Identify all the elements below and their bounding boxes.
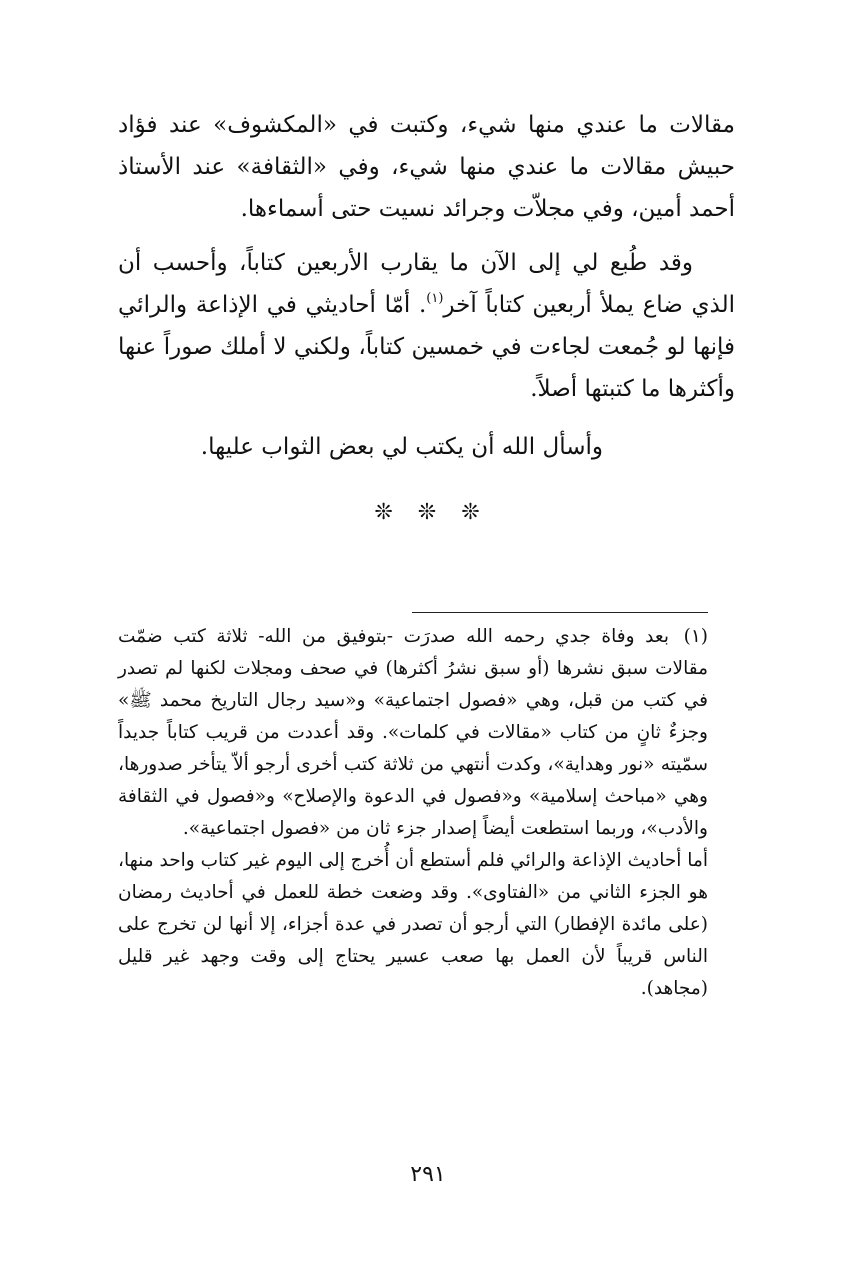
section-separator: ❊ ❊ ❊: [374, 500, 482, 525]
paragraph-1: مقالات ما عندي منها شيء، وكتبت في «المكشوف» عند فؤاد حبيش مقالات ما عندي منها شيء، وفي «الثقافة» عند الأستاذ أحمد أمين، وفي مجلاّت وجرائد نسيت حتى أسماءها.: [118, 112, 735, 222]
footnote-reference[interactable]: (١): [426, 291, 444, 306]
footnote-1-continuation: أما أحاديث الإذاعة والرائي فلم أستطع أن أُخرج إلى اليوم غير كتاب واحد منها، هو الجزء الثاني من «الفتاوى». وقد وضعت خطة للعمل في أحاديث رمضان (على مائدة الإفطار) التي أرجو أن تصدر في عدة أجزاء، إلا أنها لن تخرج على الناس قريباً لأن العمل بها صعب عسير يحتاج إلى وقت وجهد غير قليل (مجاهد).: [118, 850, 708, 999]
paragraph-2-text-b: . أمّا أحاديثي في الإذاعة والرائي فإنها لو جُمعت لجاءت في خمسين كتاباً، ولكني لا أملك صوراً عنها وأكثرها ما كتبتها أصلاً.: [118, 292, 735, 402]
paragraph-3: وأسأل الله أن يكتب لي بعض الثواب عليها.: [200, 434, 603, 460]
page-number: ٢٩١: [410, 1162, 446, 1187]
main-text: [118, 104, 735, 480]
footnote-divider: [412, 612, 708, 613]
paragraph-2: [118, 242, 735, 410]
footnote-1-text: بعد وفاة جدي رحمه الله صدرَت -بتوفيق من الله- ثلاثة كتب ضمّت مقالات سبق نشرها (أو سبق نشرُ أكثرها) في صحف ومجلات لكنها لم تصدر في كتب من قبل، وهي «فصول اجتماعية» و«سيد رجال التاريخ محمد ﷺ» وجزءٌ ثانٍ من كتاب «مقالات في كلمات». وقد أعددت من قريب كتاباً جديداً سمّيته «نور وهداية»، وكدت أنتهي من ثلاثة كتب أخرى أرجو ألاّ يتأخر صدورها، وهي «مباحث إسلامية» و«فصول في الدعوة والإصلاح» و«فصول في الثقافة والأدب»، وربما استطعت أيضاً إصدار جزء ثان من «فصول اجتماعية».: [118, 626, 708, 839]
footnote-number: (١): [683, 626, 708, 647]
footnote-1: [118, 621, 708, 845]
footnotes: [118, 621, 708, 1005]
paragraph-2-text-a: وقد طُبع لي إلى الآن ما يقارب الأربعين كتاباً، وأحسب أن الذي ضاع يملأ أربعين كتاباً آخر: [118, 250, 735, 318]
